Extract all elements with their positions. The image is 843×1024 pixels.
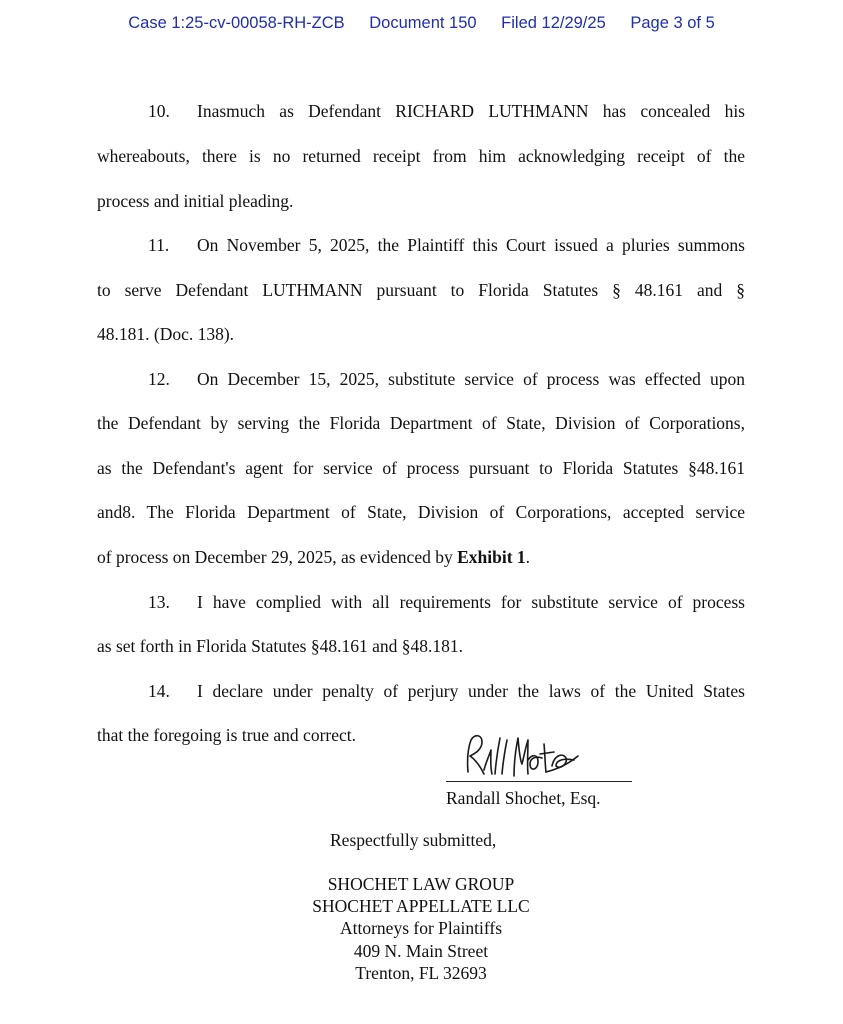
paragraph-11-line-2: to serve Defendant LUTHMANN pursuant to Florida Statutes § 48.161 and § xyxy=(97,280,745,300)
paragraph-11-line-3: 48.181. (Doc. 138). xyxy=(97,324,235,344)
firm-name: SHOCHET LAW GROUP xyxy=(327,874,515,894)
paragraph-10-line-1: 10. Inasmuch as Defendant RICHARD LUTHMANN has concealed his xyxy=(148,101,745,121)
paragraph-number: 14. xyxy=(148,681,170,701)
ecf-header xyxy=(0,14,843,33)
paragraph-10-line-3: process and initial pleading. xyxy=(97,191,294,211)
paragraph-12-line-1: 12. On December 15, 2025, substitute service of process was effected upon xyxy=(148,369,745,389)
filed-date: Filed 12/29/25 xyxy=(501,14,606,32)
firm-street: 409 N. Main Street xyxy=(353,940,489,961)
page-indicator: Page 3 of 5 xyxy=(630,14,715,32)
paragraph-11-line-1: 11. On November 5, 2025, the Plaintiff this Court issued a pluries summons xyxy=(148,235,745,255)
paragraph-14-line-2: that the foregoing is true and correct. xyxy=(97,725,356,745)
firm-name-appellate: SHOCHET APPELLATE LLC xyxy=(312,896,530,917)
paragraph-12-line-5: of process on December 29, 2025, as evidenced by Exhibit 1. xyxy=(97,547,531,567)
paragraph-13-line-2: as set forth in Florida Statutes §48.161 and §48.181. xyxy=(97,636,464,656)
paragraph-number: 11. xyxy=(148,235,170,255)
document-number: Document 150 xyxy=(369,14,477,32)
handwritten-signature xyxy=(462,730,582,782)
exhibit-reference: Exhibit 1 xyxy=(457,547,526,567)
paragraph-10-line-2: whereabouts, there is no returned receipt from him acknowledging receipt of the xyxy=(97,146,745,166)
signature-line xyxy=(446,781,632,782)
paragraph-number: 10. xyxy=(148,101,170,121)
paragraph-number: 12. xyxy=(148,369,170,389)
paragraph-number: 13. xyxy=(148,592,170,612)
paragraph-12-line-3: as the Defendant's agent for service of process pursuant to Florida Statutes §48.161 xyxy=(97,458,745,478)
paragraph-12-line-2: the Defendant by serving the Florida Department of State, Division of Corporations, xyxy=(97,413,745,433)
firm-block xyxy=(221,873,621,984)
firm-role: Attorneys for Plaintiffs xyxy=(339,918,503,939)
paragraph-14-line-1: 14. I declare under penalty of perjury under the laws of the United States xyxy=(148,681,745,701)
paragraph-12-line-4: and8. The Florida Department of State, Division of Corporations, accepted service xyxy=(97,502,745,522)
case-number: Case 1:25-cv-00058-RH-ZCB xyxy=(128,14,345,32)
closing-text: Respectfully submitted, xyxy=(330,830,497,850)
paragraph-13-line-1: 13. I have complied with all requirements for substitute service of process xyxy=(148,592,745,612)
signer-name: Randall Shochet, Esq. xyxy=(446,788,601,808)
firm-city: Trenton, FL 32693 xyxy=(355,962,487,983)
